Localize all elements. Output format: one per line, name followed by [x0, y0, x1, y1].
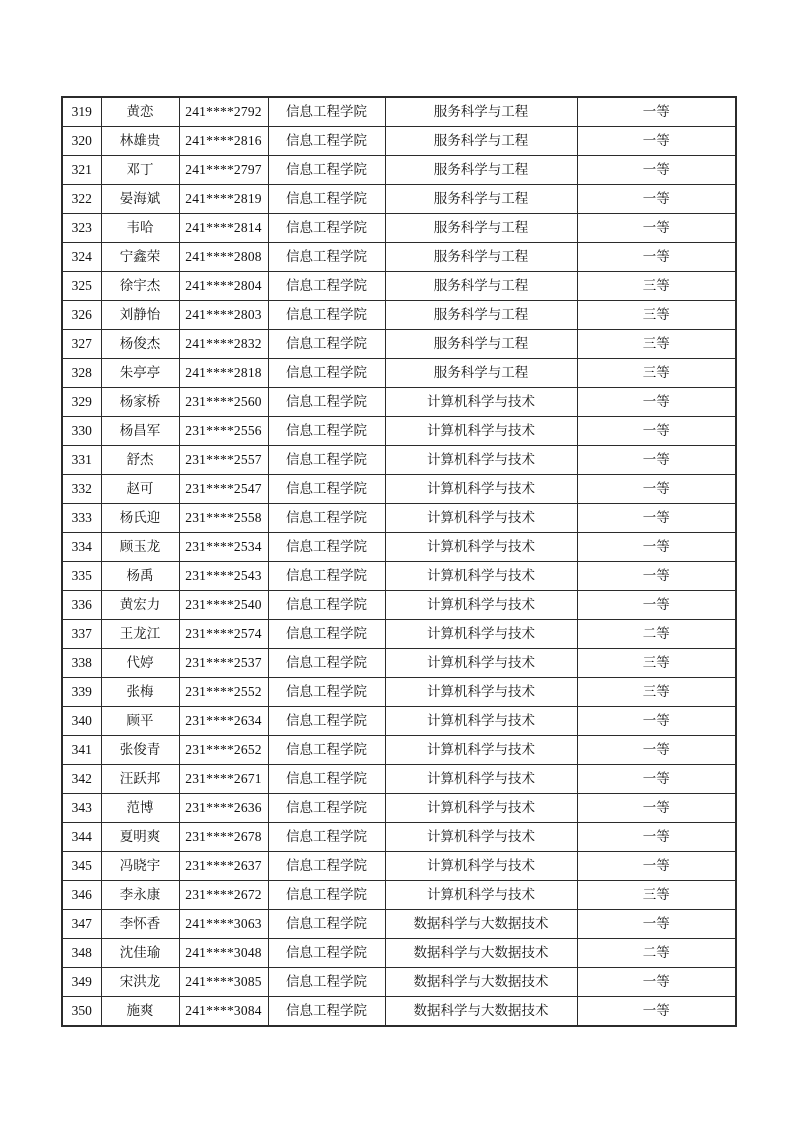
cell-student-id: 231****2552	[179, 678, 268, 707]
cell-major: 计算机科学与技术	[385, 388, 577, 417]
cell-college: 信息工程学院	[268, 765, 385, 794]
table-row	[62, 823, 736, 852]
cell-row-number: 336	[62, 591, 101, 620]
cell-award: 一等	[577, 446, 736, 475]
table-row	[62, 301, 736, 330]
cell-college: 信息工程学院	[268, 707, 385, 736]
cell-student-id: 231****2547	[179, 475, 268, 504]
cell-major: 服务科学与工程	[385, 97, 577, 127]
cell-award: 二等	[577, 620, 736, 649]
cell-row-number: 337	[62, 620, 101, 649]
cell-row-number: 320	[62, 127, 101, 156]
cell-student-id: 241****2832	[179, 330, 268, 359]
cell-college: 信息工程学院	[268, 649, 385, 678]
table-row	[62, 910, 736, 939]
cell-student-id: 241****2818	[179, 359, 268, 388]
cell-name: 赵可	[101, 475, 179, 504]
table-row	[62, 127, 736, 156]
cell-row-number: 328	[62, 359, 101, 388]
cell-award: 三等	[577, 881, 736, 910]
cell-name: 宁鑫荣	[101, 243, 179, 272]
cell-major: 计算机科学与技术	[385, 649, 577, 678]
cell-row-number: 344	[62, 823, 101, 852]
cell-major: 计算机科学与技术	[385, 852, 577, 881]
cell-student-id: 231****2543	[179, 562, 268, 591]
cell-student-id: 241****2814	[179, 214, 268, 243]
cell-name: 范博	[101, 794, 179, 823]
cell-row-number: 335	[62, 562, 101, 591]
cell-name: 夏明爽	[101, 823, 179, 852]
cell-major: 服务科学与工程	[385, 272, 577, 301]
cell-row-number: 350	[62, 997, 101, 1027]
cell-college: 信息工程学院	[268, 475, 385, 504]
cell-name: 邓丁	[101, 156, 179, 185]
table-row	[62, 765, 736, 794]
table-row	[62, 359, 736, 388]
cell-major: 计算机科学与技术	[385, 707, 577, 736]
table-row	[62, 649, 736, 678]
cell-student-id: 231****2634	[179, 707, 268, 736]
cell-name: 顾玉龙	[101, 533, 179, 562]
cell-award: 一等	[577, 533, 736, 562]
table-row	[62, 794, 736, 823]
cell-award: 一等	[577, 910, 736, 939]
cell-row-number: 324	[62, 243, 101, 272]
table-row	[62, 243, 736, 272]
cell-row-number: 343	[62, 794, 101, 823]
cell-name: 林雄贵	[101, 127, 179, 156]
cell-student-id: 231****2636	[179, 794, 268, 823]
cell-major: 服务科学与工程	[385, 301, 577, 330]
cell-award: 一等	[577, 591, 736, 620]
cell-college: 信息工程学院	[268, 388, 385, 417]
cell-college: 信息工程学院	[268, 533, 385, 562]
cell-college: 信息工程学院	[268, 968, 385, 997]
cell-student-id: 231****2540	[179, 591, 268, 620]
cell-name: 李永康	[101, 881, 179, 910]
cell-student-id: 241****2804	[179, 272, 268, 301]
cell-college: 信息工程学院	[268, 272, 385, 301]
cell-name: 施爽	[101, 997, 179, 1027]
table-row	[62, 156, 736, 185]
cell-student-id: 241****3063	[179, 910, 268, 939]
cell-student-id: 241****3048	[179, 939, 268, 968]
table-row	[62, 939, 736, 968]
cell-major: 计算机科学与技术	[385, 823, 577, 852]
table-row	[62, 388, 736, 417]
cell-college: 信息工程学院	[268, 736, 385, 765]
cell-award: 一等	[577, 127, 736, 156]
cell-student-id: 241****3084	[179, 997, 268, 1027]
cell-college: 信息工程学院	[268, 504, 385, 533]
cell-college: 信息工程学院	[268, 591, 385, 620]
table-body	[62, 97, 736, 1026]
cell-award: 一等	[577, 736, 736, 765]
cell-award: 一等	[577, 765, 736, 794]
cell-name: 黄宏力	[101, 591, 179, 620]
cell-college: 信息工程学院	[268, 794, 385, 823]
cell-name: 沈佳瑜	[101, 939, 179, 968]
cell-award: 三等	[577, 649, 736, 678]
cell-row-number: 342	[62, 765, 101, 794]
cell-college: 信息工程学院	[268, 127, 385, 156]
table-row	[62, 852, 736, 881]
cell-row-number: 329	[62, 388, 101, 417]
cell-major: 计算机科学与技术	[385, 504, 577, 533]
cell-row-number: 327	[62, 330, 101, 359]
cell-row-number: 323	[62, 214, 101, 243]
cell-row-number: 345	[62, 852, 101, 881]
cell-name: 王龙江	[101, 620, 179, 649]
cell-student-id: 241****2819	[179, 185, 268, 214]
table-row	[62, 968, 736, 997]
cell-college: 信息工程学院	[268, 156, 385, 185]
cell-major: 计算机科学与技术	[385, 475, 577, 504]
cell-college: 信息工程学院	[268, 417, 385, 446]
cell-award: 一等	[577, 997, 736, 1027]
cell-name: 张俊青	[101, 736, 179, 765]
cell-award: 一等	[577, 185, 736, 214]
cell-name: 冯晓宇	[101, 852, 179, 881]
cell-student-id: 241****2816	[179, 127, 268, 156]
cell-row-number: 326	[62, 301, 101, 330]
cell-name: 韦哈	[101, 214, 179, 243]
cell-major: 服务科学与工程	[385, 330, 577, 359]
cell-major: 计算机科学与技术	[385, 881, 577, 910]
table-row	[62, 272, 736, 301]
table-row	[62, 533, 736, 562]
table-row	[62, 330, 736, 359]
cell-award: 一等	[577, 562, 736, 591]
cell-row-number: 338	[62, 649, 101, 678]
table-row	[62, 504, 736, 533]
cell-name: 李怀香	[101, 910, 179, 939]
cell-college: 信息工程学院	[268, 185, 385, 214]
cell-row-number: 349	[62, 968, 101, 997]
cell-row-number: 339	[62, 678, 101, 707]
cell-name: 刘静怡	[101, 301, 179, 330]
cell-major: 计算机科学与技术	[385, 562, 577, 591]
cell-major: 服务科学与工程	[385, 127, 577, 156]
cell-row-number: 347	[62, 910, 101, 939]
cell-row-number: 346	[62, 881, 101, 910]
cell-major: 计算机科学与技术	[385, 591, 577, 620]
table-row	[62, 591, 736, 620]
cell-major: 计算机科学与技术	[385, 794, 577, 823]
table-row	[62, 997, 736, 1027]
cell-row-number: 322	[62, 185, 101, 214]
cell-college: 信息工程学院	[268, 446, 385, 475]
cell-student-id: 231****2557	[179, 446, 268, 475]
cell-student-id: 231****2637	[179, 852, 268, 881]
cell-name: 杨俊杰	[101, 330, 179, 359]
cell-major: 服务科学与工程	[385, 243, 577, 272]
cell-name: 黄恋	[101, 97, 179, 127]
cell-award: 一等	[577, 823, 736, 852]
cell-award: 一等	[577, 243, 736, 272]
cell-name: 杨家桥	[101, 388, 179, 417]
cell-award: 一等	[577, 852, 736, 881]
award-roster-table	[61, 96, 737, 1027]
cell-student-id: 241****2792	[179, 97, 268, 127]
cell-student-id: 231****2560	[179, 388, 268, 417]
table-row	[62, 417, 736, 446]
cell-name: 晏海斌	[101, 185, 179, 214]
cell-row-number: 332	[62, 475, 101, 504]
cell-major: 计算机科学与技术	[385, 620, 577, 649]
cell-college: 信息工程学院	[268, 910, 385, 939]
cell-student-id: 231****2678	[179, 823, 268, 852]
cell-award: 一等	[577, 156, 736, 185]
cell-student-id: 241****2803	[179, 301, 268, 330]
cell-name: 汪跃邦	[101, 765, 179, 794]
cell-award: 三等	[577, 359, 736, 388]
cell-student-id: 231****2534	[179, 533, 268, 562]
cell-award: 一等	[577, 388, 736, 417]
cell-award: 一等	[577, 475, 736, 504]
cell-college: 信息工程学院	[268, 823, 385, 852]
cell-award: 一等	[577, 504, 736, 533]
cell-row-number: 334	[62, 533, 101, 562]
table-row	[62, 562, 736, 591]
cell-college: 信息工程学院	[268, 214, 385, 243]
cell-college: 信息工程学院	[268, 678, 385, 707]
cell-major: 计算机科学与技术	[385, 736, 577, 765]
cell-name: 舒杰	[101, 446, 179, 475]
table-row	[62, 620, 736, 649]
cell-college: 信息工程学院	[268, 97, 385, 127]
cell-major: 计算机科学与技术	[385, 678, 577, 707]
cell-college: 信息工程学院	[268, 562, 385, 591]
cell-college: 信息工程学院	[268, 301, 385, 330]
table-row	[62, 678, 736, 707]
cell-name: 张梅	[101, 678, 179, 707]
cell-row-number: 341	[62, 736, 101, 765]
cell-award: 二等	[577, 939, 736, 968]
cell-student-id: 231****2574	[179, 620, 268, 649]
cell-college: 信息工程学院	[268, 881, 385, 910]
cell-major: 数据科学与大数据技术	[385, 910, 577, 939]
cell-college: 信息工程学院	[268, 939, 385, 968]
table-row	[62, 475, 736, 504]
cell-student-id: 231****2672	[179, 881, 268, 910]
cell-major: 数据科学与大数据技术	[385, 968, 577, 997]
cell-award: 一等	[577, 794, 736, 823]
cell-row-number: 330	[62, 417, 101, 446]
cell-student-id: 231****2652	[179, 736, 268, 765]
cell-student-id: 231****2558	[179, 504, 268, 533]
cell-row-number: 321	[62, 156, 101, 185]
cell-award: 三等	[577, 272, 736, 301]
cell-student-id: 241****3085	[179, 968, 268, 997]
cell-row-number: 319	[62, 97, 101, 127]
cell-major: 计算机科学与技术	[385, 446, 577, 475]
table-row	[62, 185, 736, 214]
cell-award: 一等	[577, 97, 736, 127]
cell-name: 杨氏迎	[101, 504, 179, 533]
cell-college: 信息工程学院	[268, 359, 385, 388]
cell-student-id: 241****2797	[179, 156, 268, 185]
cell-student-id: 231****2537	[179, 649, 268, 678]
cell-name: 杨禹	[101, 562, 179, 591]
cell-major: 数据科学与大数据技术	[385, 997, 577, 1027]
cell-award: 一等	[577, 968, 736, 997]
cell-major: 服务科学与工程	[385, 359, 577, 388]
cell-major: 计算机科学与技术	[385, 533, 577, 562]
cell-major: 服务科学与工程	[385, 185, 577, 214]
cell-student-id: 231****2556	[179, 417, 268, 446]
table-row	[62, 446, 736, 475]
cell-college: 信息工程学院	[268, 997, 385, 1027]
cell-row-number: 348	[62, 939, 101, 968]
cell-row-number: 340	[62, 707, 101, 736]
cell-award: 三等	[577, 330, 736, 359]
cell-award: 三等	[577, 678, 736, 707]
cell-name: 宋洪龙	[101, 968, 179, 997]
cell-name: 徐宇杰	[101, 272, 179, 301]
table-row	[62, 736, 736, 765]
cell-name: 朱亭亭	[101, 359, 179, 388]
cell-name: 代婷	[101, 649, 179, 678]
table-row	[62, 214, 736, 243]
cell-college: 信息工程学院	[268, 852, 385, 881]
cell-award: 一等	[577, 417, 736, 446]
cell-college: 信息工程学院	[268, 330, 385, 359]
cell-major: 计算机科学与技术	[385, 765, 577, 794]
cell-major: 计算机科学与技术	[385, 417, 577, 446]
cell-college: 信息工程学院	[268, 620, 385, 649]
cell-major: 服务科学与工程	[385, 156, 577, 185]
cell-award: 一等	[577, 214, 736, 243]
cell-name: 杨昌军	[101, 417, 179, 446]
cell-name: 顾平	[101, 707, 179, 736]
cell-college: 信息工程学院	[268, 243, 385, 272]
cell-award: 一等	[577, 707, 736, 736]
cell-row-number: 333	[62, 504, 101, 533]
cell-row-number: 331	[62, 446, 101, 475]
table-row	[62, 881, 736, 910]
cell-award: 三等	[577, 301, 736, 330]
cell-major: 服务科学与工程	[385, 214, 577, 243]
table-row	[62, 707, 736, 736]
cell-row-number: 325	[62, 272, 101, 301]
table-row	[62, 97, 736, 127]
cell-student-id: 231****2671	[179, 765, 268, 794]
cell-student-id: 241****2808	[179, 243, 268, 272]
cell-major: 数据科学与大数据技术	[385, 939, 577, 968]
